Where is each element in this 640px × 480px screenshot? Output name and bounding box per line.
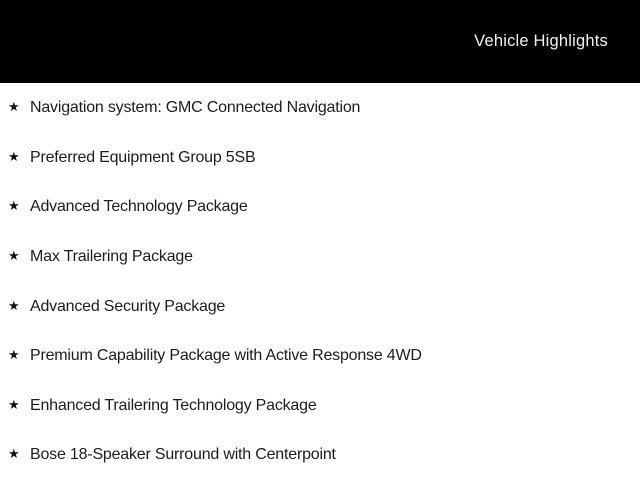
list-item-label: Advanced Technology Package	[30, 198, 248, 216]
list-item	[0, 133, 640, 183]
list-item	[0, 381, 640, 431]
list-item	[0, 182, 640, 232]
star-bullet-icon: ★	[8, 397, 20, 413]
star-bullet-icon: ★	[8, 100, 20, 116]
star-bullet-icon: ★	[8, 447, 20, 463]
list-item-label: Bose 18-Speaker Surround with Centerpoint	[30, 446, 336, 464]
list-item	[0, 430, 640, 480]
star-bullet-icon: ★	[8, 348, 20, 364]
star-bullet-icon: ★	[8, 298, 20, 314]
list-item-label: Premium Capability Package with Active Response 4WD	[30, 347, 422, 365]
star-bullet-icon: ★	[8, 249, 20, 265]
list-item	[0, 331, 640, 381]
list-item	[0, 232, 640, 282]
list-item-label: Preferred Equipment Group 5SB	[30, 148, 256, 166]
star-bullet-icon: ★	[8, 149, 20, 165]
star-bullet-icon: ★	[8, 199, 20, 215]
list-item	[0, 281, 640, 331]
list-item-label: Enhanced Trailering Technology Package	[30, 396, 317, 414]
highlights-list	[0, 83, 640, 480]
list-item-label: Advanced Security Package	[30, 297, 226, 315]
header-bar	[0, 0, 640, 83]
list-item-label: Navigation system: GMC Connected Navigation	[30, 99, 361, 117]
list-item-label: Max Trailering Package	[30, 247, 193, 265]
page-title: Vehicle Highlights	[474, 32, 608, 50]
list-item	[0, 83, 640, 133]
